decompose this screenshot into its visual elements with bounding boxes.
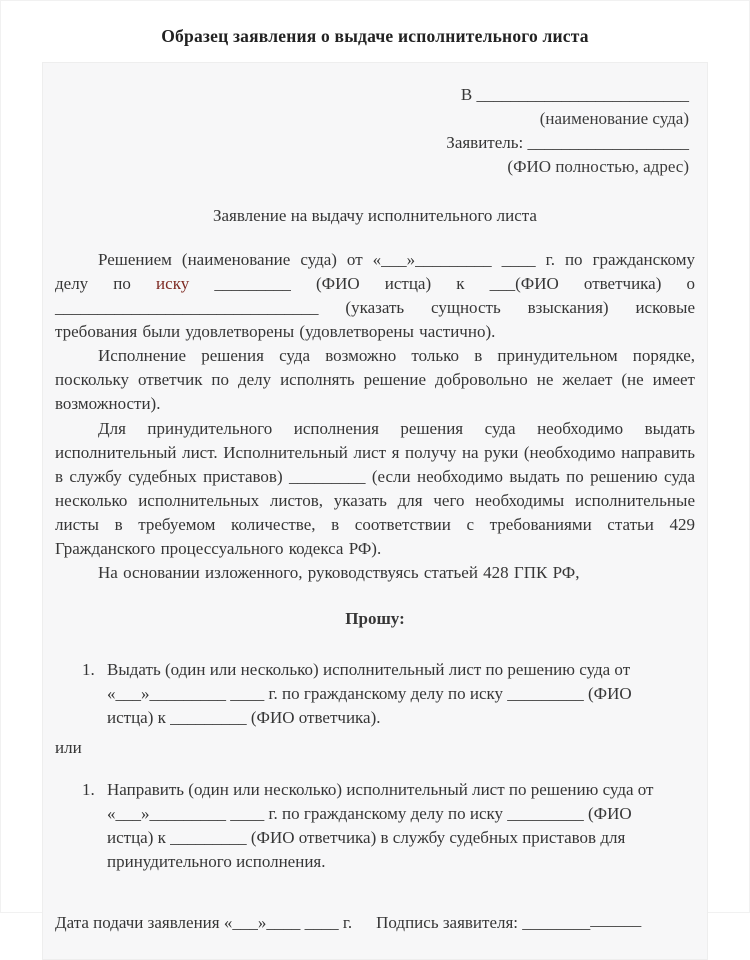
applicant-blank: ___________________ bbox=[527, 133, 689, 153]
option-text: Выдать (один или несколько) исполнительный лист по решению суда от «___»_________ ____ г. по гражданскому делу по иску _________ (ФИО истца) к _________ (ФИО ответчика). bbox=[107, 659, 632, 727]
signature-blank: ________ bbox=[522, 912, 591, 932]
court-name-caption: (наименование суда) bbox=[539, 109, 689, 129]
paragraph-decision-highlighted-word: иску bbox=[156, 273, 190, 293]
signature-label: Подпись заявителя: bbox=[376, 912, 519, 932]
addressee-block bbox=[55, 83, 695, 180]
option-text: Направить (один или несколько) исполнительный лист по решению суда от «___»_________ ____ г. по гражданскому делу по иску _________ (ФИО истца) к _________ (ФИО ответчика) в службу судебных приставов для принудительного исполнения. bbox=[107, 780, 654, 872]
document-sheet bbox=[42, 62, 708, 960]
request-option-send bbox=[82, 778, 695, 875]
option-number: 1. bbox=[82, 780, 95, 799]
applicant-caption: (ФИО полностью, адрес) bbox=[507, 157, 689, 177]
applicant-line bbox=[55, 131, 689, 155]
court-name-line bbox=[55, 83, 689, 107]
applicant-label: Заявитель: bbox=[446, 133, 524, 153]
paragraph-enforcement-reason: Исполнение решения суда возможно только в принудительном порядке, поскольку ответчик по делу исполнять решение добровольно не желает (не имеет возможности). bbox=[55, 346, 695, 414]
page-title: Образец заявления о выдаче исполнительного листа bbox=[161, 26, 589, 46]
court-name-blank: _________________________ bbox=[476, 85, 689, 104]
signature-blank-2: ______ bbox=[590, 909, 642, 929]
footer-line bbox=[55, 911, 695, 935]
document-heading: Заявление на выдачу исполнительного листа bbox=[213, 205, 537, 225]
filing-date-text: Дата подачи заявления «___»____ ____ г. bbox=[55, 912, 353, 932]
paragraph-writ-issue: Для принудительного исполнения решения суда необходимо выдать исполнительный лист. Исполнительный лист я получу на руки (необходимо направить в службу судебных приставов) _________ (если необходимо выдать по решению суда несколько исполнительных листов, указать для чего необходимы исполнительные листы в требуемом количестве, в соответствии с требованиями статьи 429 Гражданского процессуального кодекса РФ). bbox=[55, 418, 695, 559]
paragraph-decision-before: Решением (наименование суда) от «___»_________ ____ г. по гражданскому делу по bbox=[55, 249, 695, 293]
option-number: 1. bbox=[82, 659, 95, 679]
request-heading: Прошу: bbox=[345, 609, 405, 629]
paragraph-legal-basis: На основании изложенного, руководствуясь статьей 428 ГПК РФ, bbox=[98, 563, 580, 583]
paragraph-decision bbox=[55, 248, 695, 345]
request-option-issue bbox=[82, 658, 695, 730]
court-prefix: В bbox=[460, 85, 473, 104]
or-label: или bbox=[55, 737, 82, 757]
paragraph-decision-after: _________ (ФИО истца) к ___(ФИО ответчика) о _______________________________ (указать сущность взыскания) исковые требования были удовлетворены (удовлетворены частично). bbox=[55, 273, 696, 341]
